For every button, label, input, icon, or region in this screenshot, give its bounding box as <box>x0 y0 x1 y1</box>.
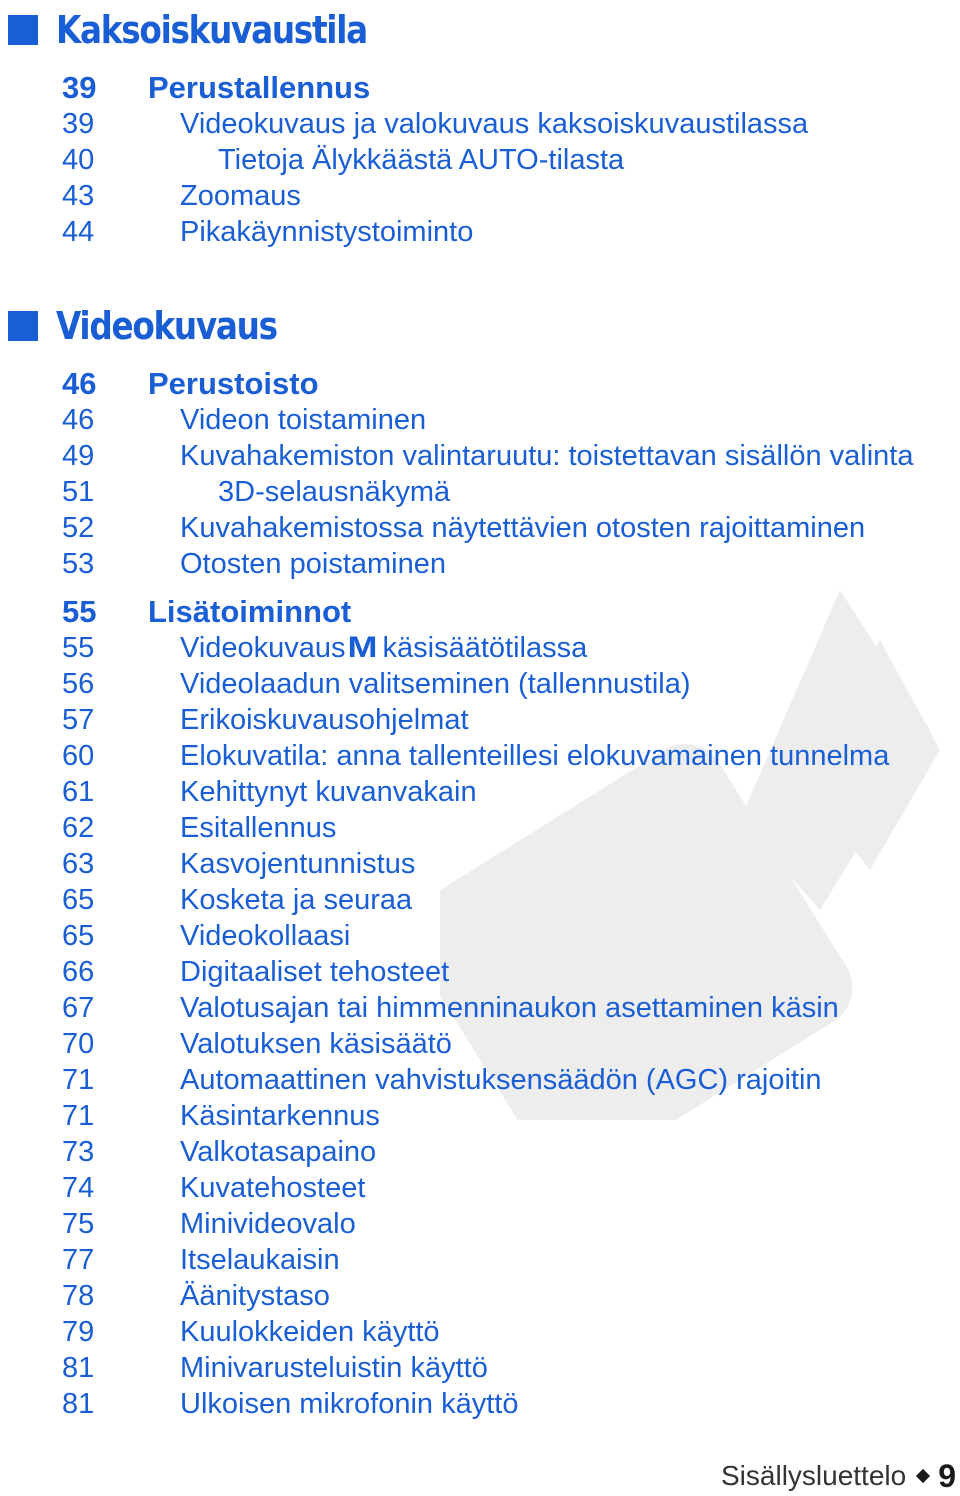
entry-page-number: 81 <box>62 1387 95 1420</box>
entry-label-text: Videokuvaus <box>180 632 346 664</box>
group-title: Perustoisto <box>148 366 319 401</box>
entry-label: Zoomaus <box>180 179 301 212</box>
entry-page-number: 73 <box>62 1135 95 1168</box>
entry-page-number: 65 <box>62 919 95 952</box>
entry-page-number: 66 <box>62 955 95 988</box>
diamond-icon <box>916 1469 930 1483</box>
section-heading <box>8 302 313 350</box>
entry-label: Digitaaliset tehosteet <box>180 955 450 988</box>
section-title: Kaksoiskuvaustila <box>56 8 367 52</box>
entry-label: Kasvojentunnistus <box>180 847 416 880</box>
entry-label: Kuvahakemistossa näytettävien otosten rajoittaminen <box>180 511 866 544</box>
entry-page-number: 70 <box>62 1027 95 1060</box>
group-page-number: 55 <box>62 594 97 629</box>
group-title: Perustallennus <box>148 70 371 105</box>
entry-page-number: 71 <box>62 1099 95 1132</box>
entry-page-number: 81 <box>62 1351 95 1384</box>
entry-label: Itselaukaisin <box>180 1243 340 1276</box>
entry-label: Videon toistaminen <box>180 403 427 436</box>
entry-page-number: 60 <box>62 739 95 772</box>
group-title: Lisätoiminnot <box>148 594 352 629</box>
page-footer <box>721 1456 956 1496</box>
entry-label: Elokuvatila: anna tallenteillesi elokuvamainen tunnelma <box>180 739 890 772</box>
entry-page-number: 40 <box>62 143 95 176</box>
entry-page-number: 63 <box>62 847 95 880</box>
entry-label: Tietoja Älykkäästä AUTO-tilasta <box>218 143 625 176</box>
entry-label: Videolaadun valitseminen (tallennustila) <box>180 667 691 700</box>
page-number: 9 <box>938 1457 956 1494</box>
entry-label: Erikoiskuvausohjelmat <box>180 703 469 736</box>
entry-label: Esitallennus <box>180 811 337 844</box>
entry-page-number: 71 <box>62 1063 95 1096</box>
entry-label: Kuvatehosteet <box>180 1171 366 1204</box>
entry-label: Valkotasapaino <box>180 1135 377 1168</box>
entry-label: 3D-selausnäkymä <box>218 475 451 508</box>
manual-mode-icon: M <box>347 631 378 664</box>
entry-page-number: 57 <box>62 703 95 736</box>
entry-page-number: 53 <box>62 547 95 580</box>
entry-label: Käsintarkennus <box>180 1099 380 1132</box>
group-page-number: 39 <box>62 70 97 105</box>
entry-page-number: 44 <box>62 215 95 248</box>
entry-page-number: 77 <box>62 1243 95 1276</box>
entry-page-number: 61 <box>62 775 95 808</box>
square-bullet-icon <box>8 15 38 45</box>
entry-label: Kehittynyt kuvanvakain <box>180 775 477 808</box>
entry-page-number: 67 <box>62 991 95 1024</box>
section-title: Videokuvaus <box>56 304 277 348</box>
entry-label: Valotusajan tai himmenninaukon asettaminen käsin <box>180 991 839 1024</box>
entry-page-number: 78 <box>62 1279 95 1312</box>
entry-label: Minivarusteluistin käyttö <box>180 1351 488 1384</box>
entry-page-number: 43 <box>62 179 95 212</box>
entry-page-number: 62 <box>62 811 95 844</box>
footer-label: Sisällysluettelo <box>721 1460 907 1491</box>
entry-page-number: 75 <box>62 1207 95 1240</box>
entry-label: Kuvahakemiston valintaruutu: toistettavan sisällön valinta <box>180 439 914 472</box>
entry-label: Minivideovalo <box>180 1207 356 1240</box>
entry-page-number: 39 <box>62 107 95 140</box>
entry-page-number: 56 <box>62 667 95 700</box>
entry-label: Kosketa ja seuraa <box>180 883 413 916</box>
entry-label: Äänitystaso <box>180 1279 330 1312</box>
entry-page-number: 51 <box>62 475 95 508</box>
entry-label: Kuulokkeiden käyttö <box>180 1315 440 1348</box>
entry-label: Videokollaasi <box>180 919 351 952</box>
entry-page-number: 74 <box>62 1171 95 1204</box>
section-heading <box>8 6 418 54</box>
entry-page-number: 79 <box>62 1315 95 1348</box>
square-bullet-icon <box>8 311 38 341</box>
entry-page-number: 46 <box>62 403 95 436</box>
entry-page-number: 55 <box>62 631 95 664</box>
entry-page-number: 65 <box>62 883 95 916</box>
entry-label: Videokuvaus ja valokuvaus kaksoiskuvaustilassa <box>180 107 809 140</box>
entry-label: Pikakäynnistystoiminto <box>180 215 474 248</box>
entry-label: Automaattinen vahvistuksensäädön (AGC) rajoitin <box>180 1063 822 1096</box>
entry-label: Otosten poistaminen <box>180 547 446 580</box>
entry-page-number: 49 <box>62 439 95 472</box>
entry-label <box>180 631 587 665</box>
group-page-number: 46 <box>62 366 97 401</box>
entry-page-number: 52 <box>62 511 95 544</box>
entry-label-text: käsisäätötilassa <box>382 632 588 664</box>
entry-label: Ulkoisen mikrofonin käyttö <box>180 1387 519 1420</box>
entry-label: Valotuksen käsisäätö <box>180 1027 452 1060</box>
